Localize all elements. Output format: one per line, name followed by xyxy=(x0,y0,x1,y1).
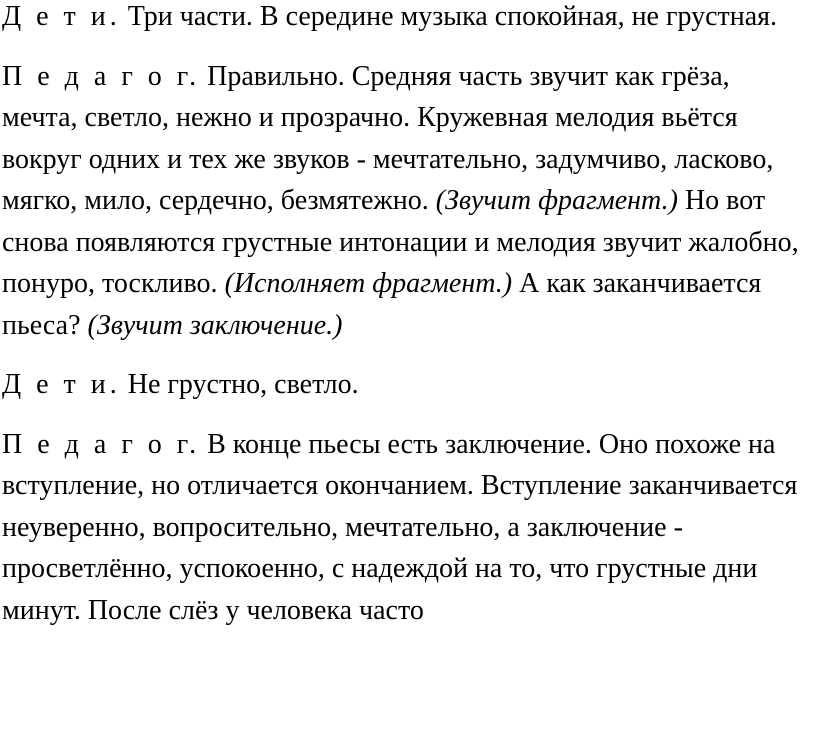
dialogue-text: Правильно. Средняя часть звучит как грёза, мечта, светло, нежно и прозрачно. Кружевная мелодия вьётся вокруг одних и тех же звуков - мечтательно, задумчиво, ласково, мягко, мило, сердечно, безмятежно. xyxy=(2,60,774,216)
speaker-label: П е д а г о г. xyxy=(2,428,201,460)
dialogue-text: Но вот снова появляются грустные интонации и мелодия звучит жалобно, понуро, тоскливо. xyxy=(2,185,799,299)
dialogue-text: Три части. В середине музыка спокойная, не грустная. xyxy=(120,1,778,32)
speaker-label: П е д а г о г. xyxy=(2,60,201,92)
paragraph-children-2 xyxy=(2,364,802,406)
stage-direction: (Звучит фрагмент.) xyxy=(435,185,678,216)
paragraph-children-1 xyxy=(2,0,802,38)
paragraph-teacher-1 xyxy=(2,56,802,347)
stage-direction: (Звучит заключение.) xyxy=(87,309,343,341)
speaker-label: Д е т и. xyxy=(2,1,121,32)
paragraph-teacher-2 xyxy=(2,424,802,632)
stage-direction: (Исполняет фрагмент.) xyxy=(224,268,513,299)
dialogue-text: Не грустно, светло. xyxy=(120,369,359,400)
speaker-label: Д е т и. xyxy=(2,369,121,400)
dialogue-text: В конце пьесы есть заключение. Оно похоже на вступление, но отличается окончанием. Вступление заканчивается неуверенно, вопросительно, мечтательно, а заключение - просветлённо, успокоенно, с надеждой на то, что грустные дни минут. После слёз у человека часто xyxy=(2,428,798,626)
dialogue-text: А как заканчивается пьеса? xyxy=(2,268,762,341)
